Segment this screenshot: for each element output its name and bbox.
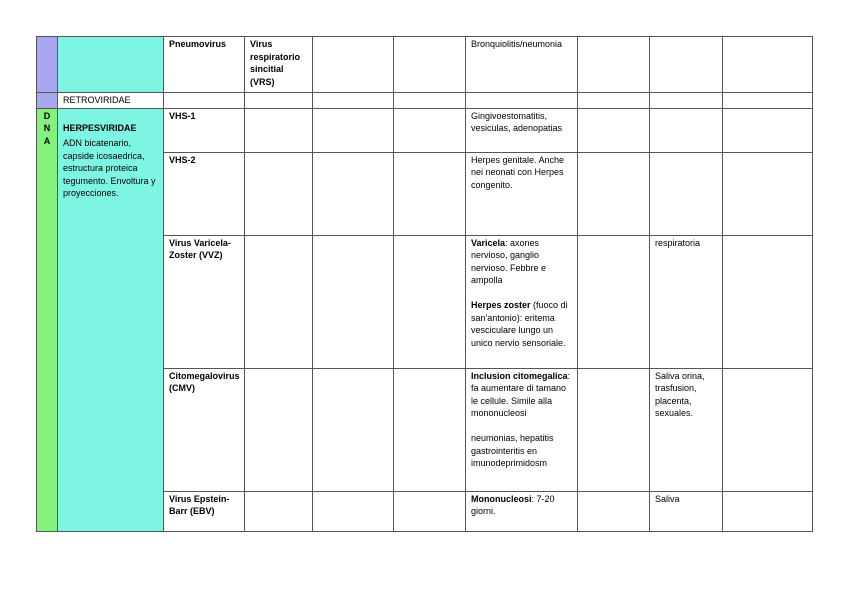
dna-group-cell bbox=[37, 108, 58, 531]
disease-text: : fa aumentare di tamano le cellule. Simile alla mononucleosi bbox=[471, 370, 571, 418]
virus-cell: VHS-2 bbox=[164, 152, 245, 235]
dna-letter: D bbox=[43, 110, 51, 121]
virus-table bbox=[36, 36, 813, 532]
virus-cell: Pneumovirus bbox=[164, 37, 245, 93]
group-color-cell bbox=[37, 93, 58, 109]
table-row bbox=[37, 108, 813, 152]
empty-cell bbox=[394, 93, 466, 109]
empty-cell bbox=[164, 93, 245, 109]
empty-cell bbox=[394, 235, 466, 368]
disease-text: : 7-20 giorni. bbox=[471, 493, 555, 516]
disease-term: Varicela bbox=[471, 237, 506, 248]
empty-cell bbox=[650, 93, 723, 109]
empty-cell bbox=[245, 152, 313, 235]
disease-cell bbox=[466, 491, 578, 531]
disease-cell bbox=[466, 368, 578, 491]
empty-cell bbox=[245, 108, 313, 152]
virus-cell: Citomegalovirus (CMV) bbox=[164, 368, 245, 491]
empty-cell bbox=[245, 93, 313, 109]
disease-cell: Gingivoestomatitis, vesiculas, adenopatias bbox=[466, 108, 578, 152]
transmission-cell: Saliva orina, trasfusion, placenta, sexuales. bbox=[650, 368, 723, 491]
empty-cell bbox=[313, 37, 394, 93]
disease-text: (fuoco di san'antonio): eritema vesciculare lungo un unico nervio sensoriale. bbox=[471, 300, 568, 348]
virus-cell: Virus Epstein-Barr (EBV) bbox=[164, 491, 245, 531]
dna-letter: A bbox=[43, 135, 51, 146]
group-color-cell bbox=[37, 37, 58, 93]
empty-cell bbox=[313, 235, 394, 368]
empty-cell bbox=[578, 108, 650, 152]
empty-cell bbox=[578, 93, 650, 109]
empty-cell bbox=[313, 152, 394, 235]
virus-cell: VHS-1 bbox=[164, 108, 245, 152]
transmission-cell: Saliva bbox=[650, 491, 723, 531]
empty-cell bbox=[723, 37, 813, 93]
empty-cell bbox=[394, 108, 466, 152]
disease-term: Inclusion citomegalica bbox=[471, 370, 568, 381]
empty-cell bbox=[394, 37, 466, 93]
empty-cell bbox=[650, 152, 723, 235]
disease-term: Herpes zoster bbox=[471, 300, 531, 310]
family-cell bbox=[58, 108, 164, 531]
virus-name-cell: Virus respiratorio sincitial (VRS) bbox=[245, 37, 313, 93]
empty-cell bbox=[578, 491, 650, 531]
empty-cell bbox=[578, 37, 650, 93]
empty-cell bbox=[313, 108, 394, 152]
table-row bbox=[37, 37, 813, 93]
empty-cell bbox=[650, 37, 723, 93]
empty-cell bbox=[723, 108, 813, 152]
dna-letter: N bbox=[43, 123, 51, 133]
family-name: HERPESVIRIDAE bbox=[63, 122, 137, 133]
virus-cell: Virus Varicela-Zoster (VVZ) bbox=[164, 235, 245, 368]
empty-cell bbox=[394, 491, 466, 531]
transmission-cell: respiratoria bbox=[650, 235, 723, 368]
empty-cell bbox=[313, 93, 394, 109]
empty-cell bbox=[313, 368, 394, 491]
empty-cell bbox=[578, 235, 650, 368]
empty-cell bbox=[723, 93, 813, 109]
empty-cell bbox=[313, 491, 394, 531]
empty-cell bbox=[245, 368, 313, 491]
disease-text: : axones nervioso, ganglio nervioso. Febbre e ampolla bbox=[471, 237, 547, 285]
empty-cell bbox=[723, 491, 813, 531]
empty-cell bbox=[466, 93, 578, 109]
family-description: ADN bicatenario, capside icosaedrica, estructura proteica tegumento. Envoltura y proyecciones. bbox=[63, 138, 156, 198]
empty-cell bbox=[650, 108, 723, 152]
disease-cell: Herpes genitale. Anche nei neonati con Herpes congenito. bbox=[466, 152, 578, 235]
empty-cell bbox=[723, 368, 813, 491]
empty-cell bbox=[245, 491, 313, 531]
empty-cell bbox=[578, 152, 650, 235]
table-row bbox=[37, 93, 813, 109]
family-cell bbox=[58, 37, 164, 93]
disease-term: Mononucleosi bbox=[471, 493, 532, 504]
empty-cell bbox=[723, 152, 813, 235]
disease-cell bbox=[466, 235, 578, 368]
empty-cell bbox=[245, 235, 313, 368]
disease-cell: Bronquiolitis/neumonia bbox=[466, 37, 578, 93]
family-cell: RETROVIRIDAE bbox=[58, 93, 164, 109]
empty-cell bbox=[394, 368, 466, 491]
empty-cell bbox=[394, 152, 466, 235]
empty-cell bbox=[723, 235, 813, 368]
disease-text: neumonias, hepatitis gastrointeritis en imunodeprimidosm bbox=[471, 433, 554, 468]
empty-cell bbox=[578, 368, 650, 491]
